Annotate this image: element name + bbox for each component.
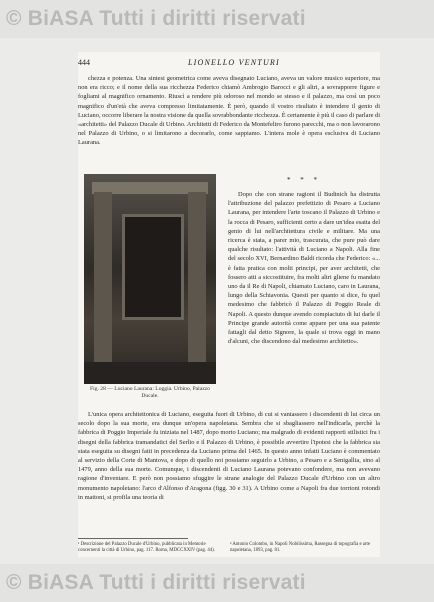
section-divider-stars: * * * [287,176,321,184]
running-title: LIONELLO VENTURI [188,58,280,67]
watermark-text-bottom: © BiASA Tutti i diritti riservati [6,571,306,594]
paragraph-conclusion [78,410,380,540]
footnote-right: ² Antonio Colombo, in Napoli Nobilissima, Rassegna di topografia e arte napoletana, 1893, pag. 81. [230,542,370,554]
paragraph-conclusion-text: L'unica opera architettonica di Luciano, eseguita fuori di Urbino, di cui si vantassero i discendenti di lui circa un secolo dopo la sua morte, era dunque un'opera napoletana. Sembra che si sbagliassero nell'indicarla, perchè la fabbrica di Poggio Imperiale fu iniziata nel 1487, dopo morto Luciano; ma malgrado di evidenti rapporti stilistici fra i disegni della fabbrica tramandatici del Serlio e il Palazzo di Urbino, è possibile avvertire l'ipotesi che la fabbrica sia stata eseguita su disegni fatti in precedenza da Luciano prima del 1465. In questo anno infatti Luciano è commentato al servizio della Corte di Mantova, e dopo di quello noi possiamo seguirlo a Urbino, a Pesaro e a Senigallia, sino al 1479, anno della sua morte. Comunque, i discendenti di Luciano Laurana potevano confondere, ma non avevano ragione d'inventare. E però non possiamo sfuggire le strane analogie del Palazzo Ducale d'Urbino con un altro monumento napoletano: l'arco d'Alfonso d'Aragona (figg. 30 e 31). A Urbino come a Napoli fra due torrioni rotondi in mattoni, si profila una teoria di [78,411,380,501]
paragraph-naples [228,190,380,404]
footnote-rule [78,538,188,539]
watermark-band-top [0,0,434,38]
loggia-photograph [84,174,216,384]
watermark-text-top: © BiASA Tutti i diritti riservati [6,7,306,30]
running-header [78,58,380,70]
figure-caption: Fig. 28 — Luciano Laurana: Loggia. Urbino, Palazzo Ducale. [90,386,210,399]
paragraph-intro-text: chezza e potenza. Una sintesi geometrica come aveva disegnato Luciano, aveva un valore musico superiore, ma non era ricco; e il nome della sua ricchezza Federico chiamò Ambrogio Barocci e gli altri, a sovrapporre figure e fogliami al magnifico ornamento. Riuscì a rendere più odoroso nel mondo se stesso e il palazzo, ma così un poco magnifico d'un'età che aveva compresso limitatamente. È però, quando il vostro risultato è intendere il genio di Luciano, occorre liberare la nostra visione da quella sovrabbondante ricchezza. È certamente è più il caso di parlare di «architetti» del Palazzo Ducale di Urbino. Architetti di Federico da Montefeltro furono parecchi, ma o non lavorarono nel Palazzo di Urbino, o si limitarono a decorarlo, come sappiamo. L'intera mole è opera esclusiva di Luciano Laurana. [78,75,380,147]
photo-pilaster-right [188,192,206,362]
photo-doorway [122,214,184,320]
photo-pilaster-left [94,192,112,362]
watermark-band-bottom [0,564,434,602]
paragraph-intro [78,74,380,176]
footnote-left: ¹ Descrizione del Palazzo Ducale d'Urbino, pubblicata in Memorie concernenti la città di Urbino, pag. 117. Roma, MDCCXXIV (pag. 44). [78,542,215,554]
page-number: 444 [78,58,90,67]
paragraph-naples-text: Dopo che con strane ragioni il Budinich ha distrutta l'attribuzione del palazzo prefettizio di Pesaro a Luciano Laurana, per intendere l'arte toscano il Palazzo di Urbino e la rocca di Pesaro, sufficienti certo a dare un'idea esatta del genio di lui nell'architettura civile e militare. Ma una ricerca è stata, a parer mio, trascurata, che pure può dare qualche risultato: l'attività di Luciano a Napoli. Alla fine del secolo XVI, Bernardino Baldi ricorda che Federico: «... è fatta pratica con molti principi, per aver architetti, che fossero atti a siccostituire, fra molti altri gliene fu mandato uno da il Re di Napoli, chiamato Luciano, caro in Laurana, lungo della Schiavonia. Questi per quanto si dice, fu quel medesimo che fabbricò il Palazzo di Poggio Reale di Napoli. A questo dunque avendo compiaciuto di lui darle il Principe grande autorità come appare per una sua patente fattagli dal detto Signore, la quale si trova oggi in mano d'alcuni, che discendono dal medesimo architetto». [228,191,380,346]
photo-floor [84,362,216,384]
scanned-page [78,52,380,557]
